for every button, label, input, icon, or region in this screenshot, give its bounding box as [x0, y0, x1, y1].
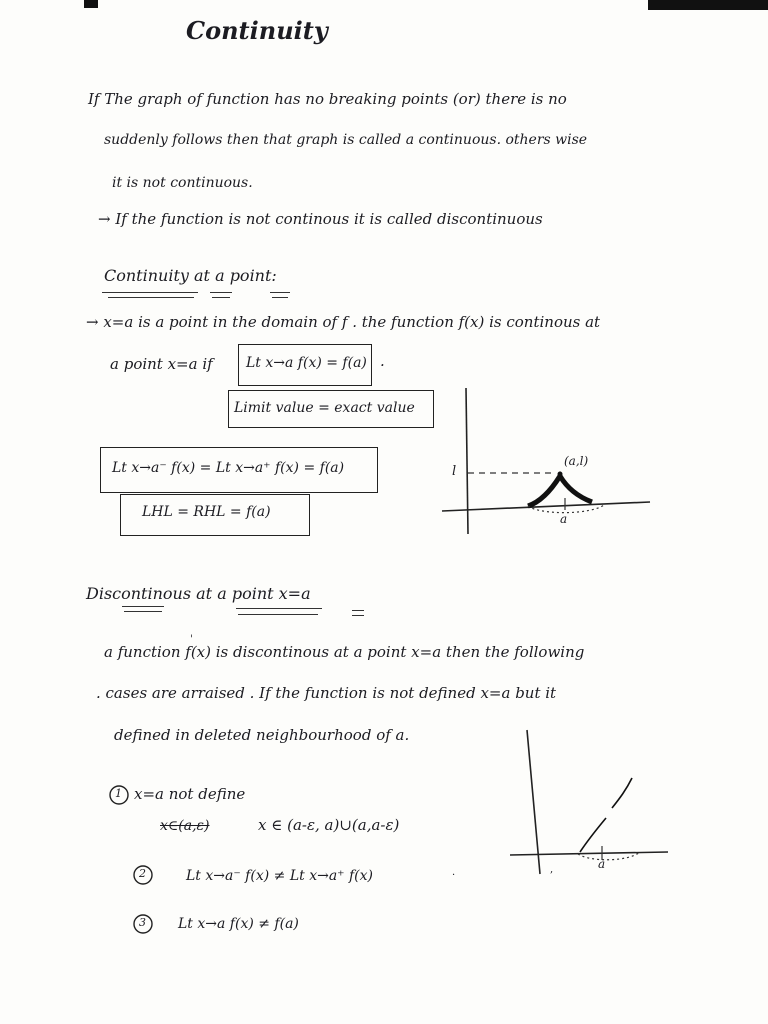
intro-line-3: it is not continuous. — [112, 175, 253, 191]
intro-line-1: If The graph of function has no breaking points (or) there is no — [88, 90, 567, 108]
case-1-struck: x∈(a,ε) — [160, 818, 210, 834]
lhl-rhl-text: LHL = RHL = f(a) — [142, 504, 271, 520]
discontinuity-line-3: defined in deleted neighbourhood of a. — [114, 726, 410, 744]
graph-2-curve-upper — [612, 778, 632, 808]
discontinuity-line-1: a function f(x) is discontinous at a point x=a then the following — [104, 643, 585, 661]
case-2-number: 2 — [139, 867, 146, 880]
limit-value-text: Limit value = exact value — [234, 400, 415, 416]
graph-2-x-axis — [510, 852, 668, 855]
discontinuity-line-2: . cases are arraised . If the function is not defined x=a but it — [96, 684, 557, 702]
graph-1-point-label: (a,l) — [564, 454, 589, 468]
section-heading-discontinuity: Discontinous at a point x=a — [86, 584, 311, 603]
intro-line-4: → If the function is not continous it is called discontinuous — [98, 210, 543, 228]
case-3-number: 3 — [139, 916, 146, 929]
case-1-text: x=a not define — [134, 785, 246, 803]
stray-mark: ' — [190, 634, 193, 645]
case-2-text: Lt x→a⁻ f(x) ≠ Lt x→a⁺ f(x) — [186, 868, 374, 884]
definition-line-2-prefix: a point x=a if — [110, 355, 213, 373]
continuity-condition: Lt x→a f(x) = f(a) — [246, 355, 367, 371]
graph-2-y-axis — [527, 730, 540, 874]
case-1-detail: x ∈ (a-ε, a)∪(a,a-ε) — [258, 816, 400, 834]
case-1-number: 1 — [115, 787, 122, 800]
graph-2-x-label: a — [598, 857, 606, 871]
graph-1-y-label: l — [452, 464, 457, 479]
case-3-text: Lt x→a f(x) ≠ f(a) — [178, 916, 299, 932]
graph-1-x-label: a — [560, 512, 568, 526]
left-right-limit-text: Lt x→a⁻ f(x) = Lt x→a⁺ f(x) = f(a) — [112, 460, 345, 476]
stray-mark: , — [550, 864, 554, 875]
condition-suffix: . — [380, 352, 385, 370]
stray-mark: · — [452, 870, 456, 881]
intro-line-2: suddenly follows then that graph is called a continuous. others wise — [104, 132, 588, 148]
section-heading-continuity: Continuity at a point: — [104, 266, 277, 285]
page-title: Continuity — [186, 16, 328, 45]
definition-line-1: → x=a is a point in the domain of f . the function f(x) is continous at — [86, 313, 601, 331]
